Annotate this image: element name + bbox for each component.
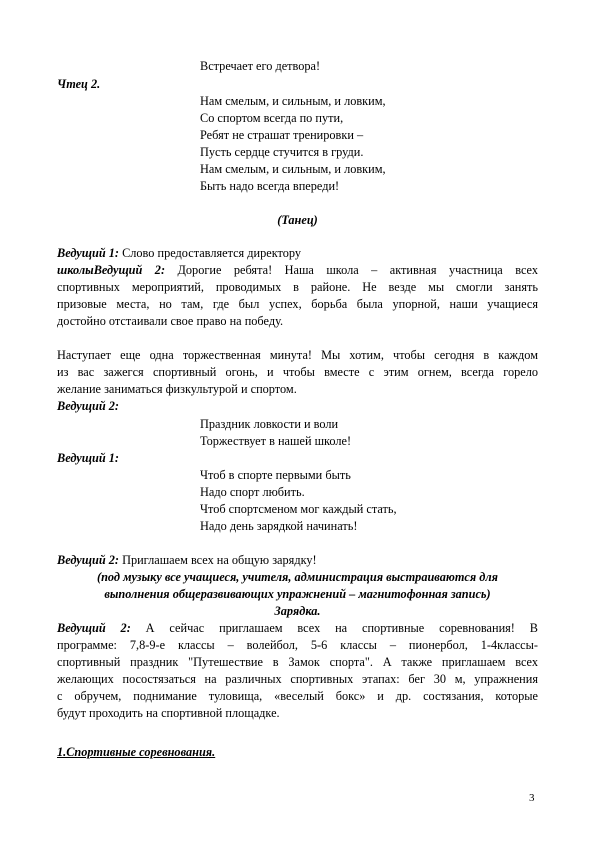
speaker-line	[57, 262, 538, 278]
poem-line: Нам смелым, и сильным, и ловким,	[200, 162, 386, 176]
paragraph-line: достойно отстаивали свое право на победу.	[57, 314, 284, 328]
speaker-label: Ведущий 1:	[57, 451, 119, 465]
poem-line: Чтоб в спорте первыми быть	[200, 468, 351, 482]
section-heading: 1.Спортивные соревнования.	[57, 745, 216, 759]
paragraph-line: призовые места, но там, где был успех, борьба была упорной, наши учащиеся	[57, 297, 538, 311]
paragraph-line: из вас зажегся спортивный огонь, и чтобы вместе с этим огнем, всегда горело	[57, 365, 538, 379]
stage-direction: выполнения общеразвивающих упражнений – магнитофонная запись)	[104, 587, 491, 601]
section-heading: Зарядка.	[274, 604, 321, 618]
poem-line: Надо спорт любить.	[200, 485, 305, 499]
speaker-line	[57, 552, 317, 568]
paragraph-line: желающих посостязаться на различных спортивных этапах: бег 30 м, упражнения	[57, 672, 538, 686]
speaker-text: Дорогие ребята! Наша школа – активная участница всех	[165, 263, 538, 277]
poem-line: Ребят не страшат тренировки –	[200, 128, 364, 142]
speaker-text: Приглашаем всех на общую зарядку!	[119, 553, 317, 567]
stage-direction: (Танец)	[277, 213, 318, 227]
paragraph-line: спортивных мероприятий, проводимых в районе. Не везде мы смогли занять	[57, 280, 538, 294]
poem-line: Праздник ловкости и воли	[200, 417, 339, 431]
speaker-label: Ведущий 1:	[57, 246, 119, 260]
speaker-label: школыВедущий 2:	[57, 263, 166, 277]
paragraph-line: программе: 7,8-9-е классы – волейбол, 5-6 классы – пионербол, 1-4классы-	[57, 638, 538, 652]
poem-line: Со спортом всегда по пути,	[200, 111, 344, 125]
speaker-label: Ведущий 2:	[57, 621, 131, 635]
paragraph-line: желание заниматься физкультурой и спортом.	[57, 382, 297, 396]
paragraph-line: Наступает еще одна торжественная минута! Мы хотим, чтобы сегодня в каждом	[57, 348, 538, 362]
speaker-label: Ведущий 2:	[57, 399, 119, 413]
page-number: 3	[529, 792, 535, 804]
reader-label: Чтец 2.	[57, 77, 101, 91]
poem-line: Быть надо всегда впереди!	[200, 179, 340, 193]
speaker-label: Ведущий 2:	[57, 553, 119, 567]
speaker-text: А сейчас приглашаем всех на спортивные соревнования! В	[130, 621, 538, 635]
poem-line: Встречает его детвора!	[200, 59, 321, 73]
speaker-line	[57, 245, 301, 261]
poem-line: Чтоб спортсменом мог каждый стать,	[200, 502, 397, 516]
poem-line: Надо день зарядкой начинать!	[200, 519, 358, 533]
paragraph-line: будут проходить на спортивной площадке.	[57, 706, 280, 720]
stage-direction: (под музыку все учащиеся, учителя, администрация выстраиваются для	[96, 570, 499, 584]
poem-line: Торжествует в нашей школе!	[200, 434, 352, 448]
speaker-line	[57, 620, 538, 636]
speaker-text: Слово предоставляется директору	[119, 246, 302, 260]
paragraph-line: с обручем, поднимание туловища, «веселый бокс» и др. состязания, которые	[57, 689, 538, 703]
paragraph-line: спортивный праздник "Путешествие в Замок спорта". А также приглашаем всех	[57, 655, 538, 669]
poem-line: Пусть сердце стучится в груди.	[200, 145, 364, 159]
poem-line: Нам смелым, и сильным, и ловким,	[200, 94, 386, 108]
